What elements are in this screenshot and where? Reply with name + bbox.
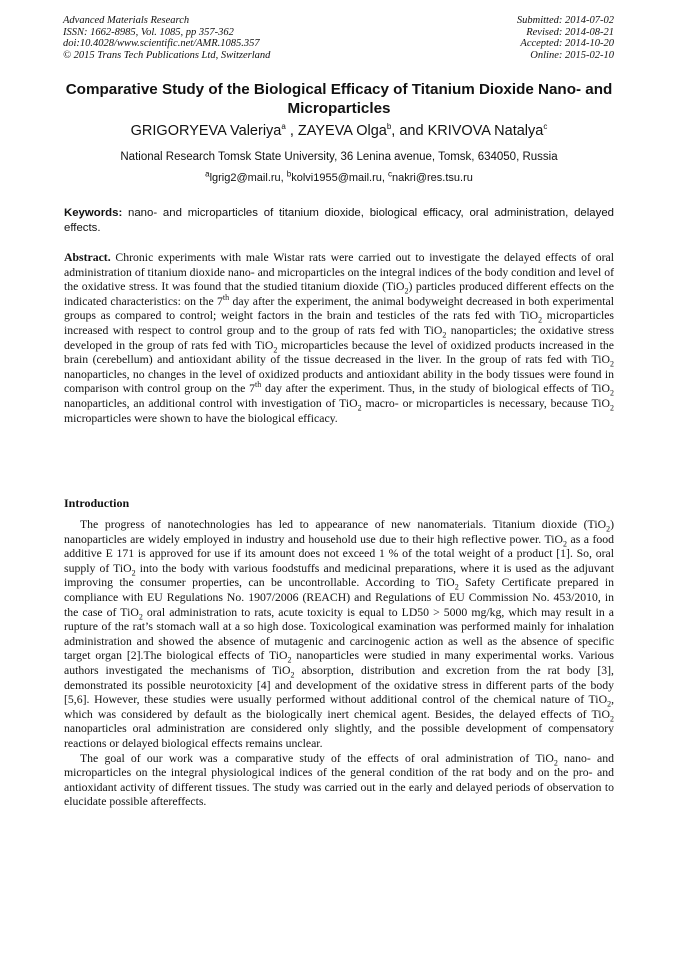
paragraph-text: The goal of our work was a comparative study of the effects of oral administration of TiO — [80, 751, 554, 765]
paragraph — [64, 752, 614, 810]
abstract-text: nanoparticles; the oxidative stress developed in the group of rats fed with TiO — [64, 323, 614, 352]
email-mark: c — [388, 169, 392, 179]
subscript: 2 — [610, 359, 614, 369]
paper-title: Comparative Study of the Biological Efficacy of Titanium Dioxide Nano- and Microparticles — [65, 81, 613, 117]
abstract-text: microparticles because the level of oxidized products increased in the brain (cerebellum) and antioxidant ability of the tissue decreased in the liver. In the group of rats fed with TiO — [64, 338, 614, 367]
abstract-text: macro- or microparticles is necessary, because TiO — [361, 396, 610, 410]
subscript: 2 — [553, 757, 558, 767]
keywords-label: Keywords: — [64, 207, 123, 219]
subscript: 2 — [290, 670, 295, 680]
introduction-body — [64, 518, 614, 810]
author-affil-mark: a — [281, 122, 286, 132]
section-heading-introduction: Introduction — [64, 496, 130, 510]
abstract-label: Abstract. — [64, 251, 111, 264]
keywords-text: nano- and microparticles of titanium dioxide, biological efficacy, oral administration, delayed effects. — [64, 207, 614, 234]
paragraph-text: The progress of nanotechnologies has led to appearance of new nanomaterials. Titanium dioxide (TiO — [80, 518, 607, 531]
paragraph — [64, 518, 614, 752]
abstract-text: day after the experiment, the animal bodyweight decreased in both experimental groups as compared to control; weight factors in the brain and testicles of the rats fed with TiO — [64, 294, 614, 323]
journal-doi: doi:10.4028/www.scientific.net/AMR.1085.357 — [63, 38, 260, 49]
abstract-text: day after the experiment. Thus, in the study of biological effects of TiO — [261, 382, 610, 396]
subscript: 2 — [454, 582, 459, 592]
abstract — [64, 251, 614, 426]
author-name: ZAYEVA Olga — [297, 123, 387, 139]
subscript: 2 — [607, 699, 612, 709]
date-online: Online: 2015-02-10 — [530, 49, 614, 61]
journal-name: Advanced Materials Research — [63, 15, 190, 26]
paragraph-text: ) nanoparticles are widely employed in industry and household use due to their high reflective power. TiO — [64, 518, 614, 546]
author-list — [60, 122, 618, 140]
superscript: th — [222, 292, 230, 302]
subscript: 2 — [563, 538, 567, 548]
subscript: 2 — [606, 524, 611, 534]
paragraph-text: nano- and microparticles on the integral physiological indices of the general condition of the rat body and on the pro- and antioxidant activity of different tissues. The study was carried out in the early and delayed periods of observation to elucidate possible aftereffects. — [64, 751, 614, 809]
date-submitted: Submitted: 2014-07-02 — [516, 15, 614, 26]
abstract-text: microparticles were shown to have the biological efficacy. — [64, 411, 338, 425]
paragraph-text: oral administration to rats, acute toxicity is equal to LD50 > 5000 mg/kg, which may result in a rupture of the rat’s stomach wall at a so high dose. Toxicological examination was performed mainly for inhalation administration and showed the absence of mutagenic and carcinogenic action as well as the absence of specific target organ [2].The biological effects of TiO — [64, 605, 614, 663]
author-name: GRIGORYEVA Valeriya — [130, 123, 282, 139]
paragraph-text: Safety Certificate prepared in compliance with EU Regulations No. 1907/2006 (REACH) and Regulations of EU Commission No. 453/2010, in the case of TiO — [64, 576, 615, 619]
author-name: KRIVOVA Natalya — [427, 123, 544, 139]
subscript: 2 — [138, 611, 143, 621]
author-separator: , and — [391, 123, 428, 139]
paragraph-text: nanoparticles were studied in many experimental works. Various authors investigated the mechanisms of TiO — [64, 649, 614, 677]
abstract-text: nanoparticles, no changes in the level of oxidized products and antioxidant ability in the body tissues were found in comparison with control group on the 7 — [64, 367, 614, 396]
email-address: nakri@res.tsu.ru — [392, 172, 473, 184]
journal-info — [63, 15, 383, 61]
paragraph-text: as a food additive E 171 is approved for use if its amount does not exceed 1 % of the total weight of a product [1]. So, oral supply of TiO — [64, 532, 614, 575]
author-affil-mark: b — [386, 122, 392, 132]
abstract-text: Chronic experiments with male Wistar rats were carried out to investigate the delayed effects of oral administration of titanium dioxide nano- and microparticles on the integral indices of the body condition and level of the oxidative stress. It was found that the studied titanium dioxide (TiO — [64, 251, 614, 294]
subscript: 2 — [538, 315, 543, 325]
publication-dates — [354, 15, 614, 61]
subscript: 2 — [442, 330, 447, 340]
subscript: 2 — [287, 655, 292, 665]
superscript: th — [255, 380, 262, 390]
author-separator: , — [285, 123, 298, 139]
subscript: 2 — [273, 344, 278, 354]
subscript: 2 — [357, 403, 362, 413]
email-list — [60, 171, 618, 185]
email-address: kolvi1955@mail.ru, — [291, 172, 388, 184]
email-address: lgrig2@mail.ru, — [209, 172, 287, 184]
date-revised: Revised: 2014-08-21 — [526, 26, 614, 38]
journal-copyright: © 2015 Trans Tech Publications Ltd, Switzerland — [63, 49, 271, 61]
subscript: 2 — [610, 388, 614, 398]
paragraph-text: absorption, distribution and excretion from the rat body [3], demonstrated its possible neurotoxicity [4] and development of the oxidative stress in different parts of the body [5,6]. However, these studies were usually performed without additional control of the chemical nature of TiO — [64, 663, 614, 707]
email-mark: a — [205, 169, 210, 179]
subscript: 2 — [404, 286, 409, 296]
affiliation: National Research Tomsk State University, 36 Lenina avenue, Tomsk, 634050, Russia — [120, 151, 558, 163]
journal-issn: ISSN: 1662-8985, Vol. 1085, pp 357-362 — [63, 26, 234, 38]
date-accepted: Accepted: 2014-10-20 — [520, 38, 614, 49]
author-affil-mark: c — [543, 122, 548, 132]
paragraph-text: nanoparticles oral administration are considered only slightly, and the possible development of compensatory reactions or delayed biological effects remains unclear. — [64, 722, 614, 750]
keywords — [64, 206, 614, 235]
subscript: 2 — [610, 403, 614, 413]
subscript: 2 — [131, 568, 136, 578]
subscript: 2 — [610, 714, 614, 724]
paragraph-text: , which was considered by default as the biologically inert chemical agent. Besides, the delayed effects of TiO — [64, 693, 614, 721]
email-mark: b — [286, 169, 292, 179]
abstract-text: nanoparticles, an additional control with investigation of TiO — [64, 396, 358, 410]
paragraph-text: into the body with various foodstuffs and medicinal preparations, where it is used as the adjuvant improving the consumer properties, can be uncontrollable. According to TiO — [64, 561, 614, 590]
abstract-text: microparticles increased with respect to control group and to the group of rats fed with TiO — [64, 309, 614, 337]
abstract-text: ) particles produced different effects on the indicated characteristics: on the 7 — [64, 280, 614, 308]
